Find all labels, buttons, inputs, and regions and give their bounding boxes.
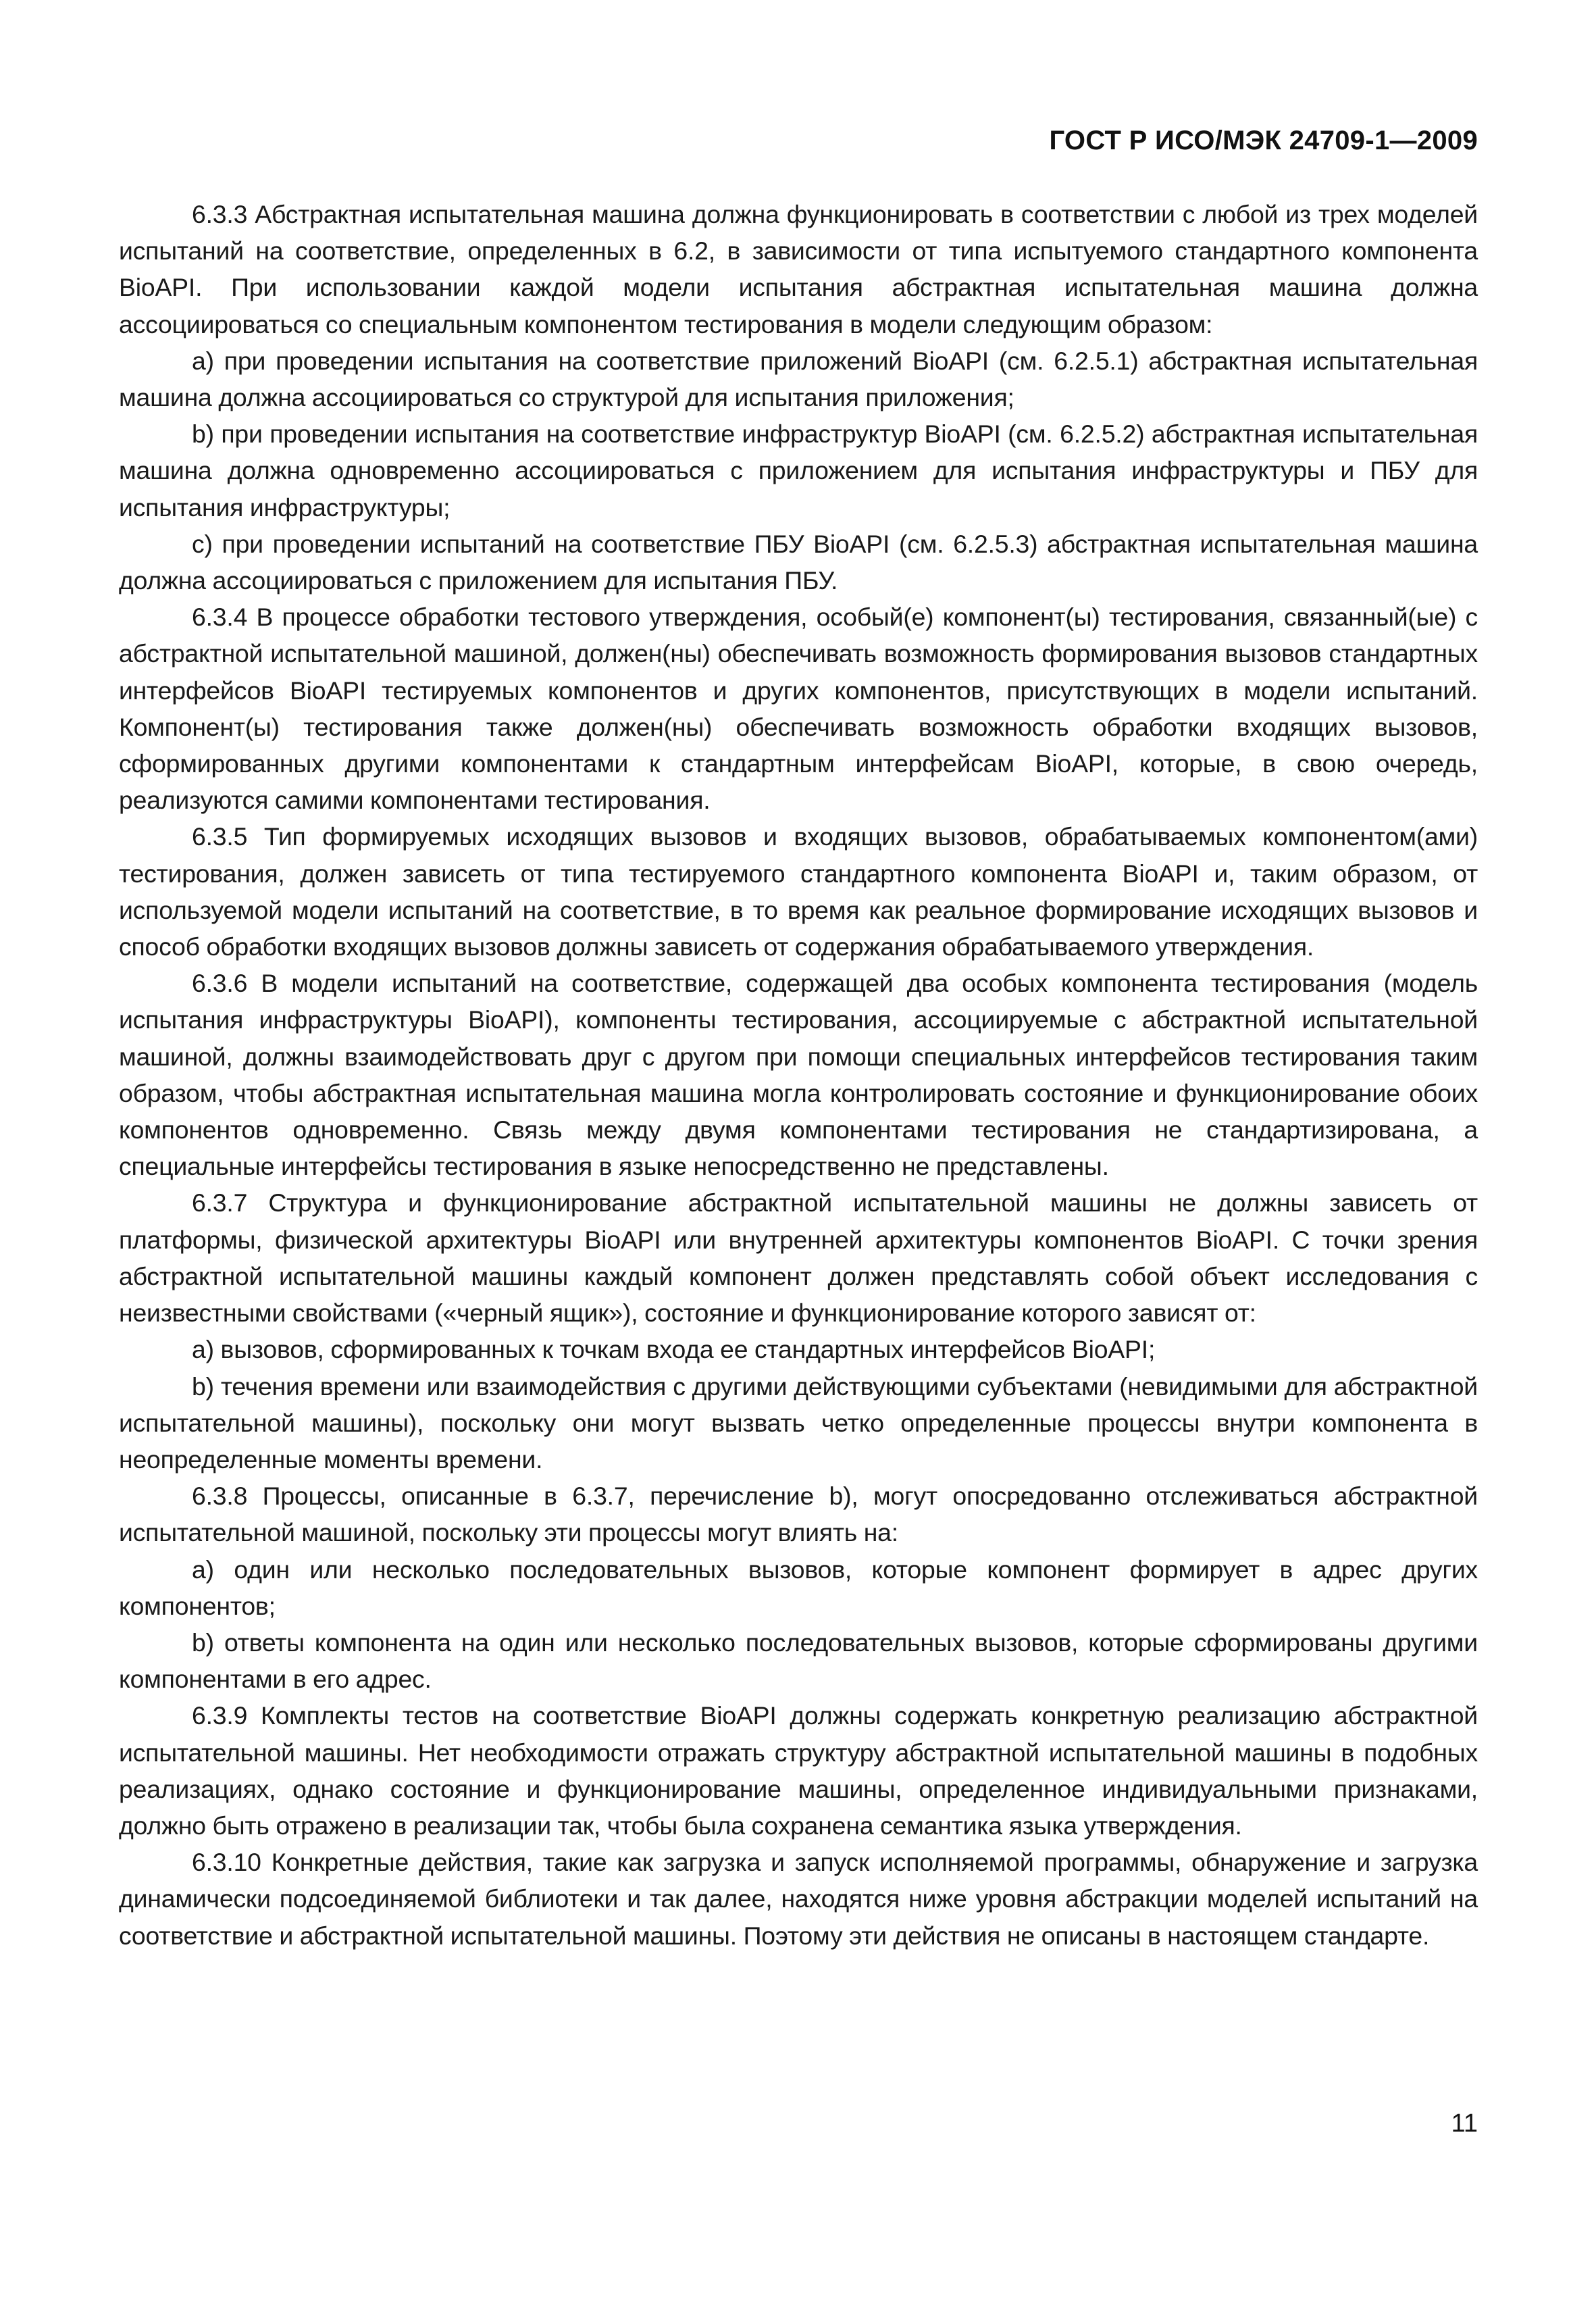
list-item-c-bsp: c) при проведении испытаний на соответствие ПБУ BioAPI (см. 6.2.5.3) абстрактная испытательная машина должна ассоциироваться с приложением для испытания ПБУ. [119,529,1478,595]
paragraph-6-3-8: 6.3.8 Процессы, описанные в 6.3.7, перечисление b), могут опосредованно отслеживаться абстрактной испытательной машиной, поскольку эти процессы могут влиять на: [119,1482,1478,1547]
paragraph-6-3-9: 6.3.9 Комплекты тестов на соответствие BioAPI должны содержать конкретную реализацию абстрактной испытательной машины. Нет необходимости отражать структуру абстрактной испытательной машины в подобных реализациях, однако состояние и функционирование машины, определенное индивидуальными признаками, должно быть отражено в реализации так, чтобы была сохранена семантика языка утверждения. [119,1701,1478,1840]
paragraph-6-3-10: 6.3.10 Конкретные действия, такие как загрузка и запуск исполняемой программы, обнаружение и загрузка динамически подсоединяемой библиотеки и так далее, находятся ниже уровня абстракции моделей испытаний на соответствие и абстрактной испытательной машины. Поэтому эти действия не описаны в настоящем стандарте. [119,1848,1478,1950]
list-item-a-sequential-calls: a) один или несколько последовательных вызовов, которые компонент формирует в адрес других компонентов; [119,1555,1478,1620]
list-item-b-infrastructure: b) при проведении испытания на соответствие инфраструктур BioAPI (см. 6.2.5.2) абстрактная испытательная машина должна одновременно ассоциироваться с приложением для испытания инфраструктуры и ПБУ для испытания инфраструктуры; [119,420,1478,522]
paragraph-6-3-5: 6.3.5 Тип формируемых исходящих вызовов и входящих вызовов, обрабатываемых компонентом(ами) тестирования, должен зависеть от типа тестируемого стандартного компонента BioAPI и, таким образом, от используемой модели испытаний на соответствие, в то время как реальное формирование исходящих вызовов и способ обработки входящих вызовов должны зависеть от содержания обрабатываемого утверждения. [119,822,1478,961]
document-body [119,196,1478,1954]
list-item-b-responses: b) ответы компонента на один или несколько последовательных вызовов, которые сформированы другими компонентами в его адрес. [119,1628,1478,1694]
page-number: 11 [1451,2109,1478,2138]
list-item-b-time: b) течения времени или взаимодействия с другими действующими субъектами (невидимыми для абстрактной испытательной машины), поскольку они могут вызвать четко определенные процессы внутри компонента в неопределенные моменты времени. [119,1372,1478,1474]
list-item-a-application: a) при проведении испытания на соответствие приложений BioAPI (см. 6.2.5.1) абстрактная испытательная машина должна ассоциироваться со структурой для испытания приложения; [119,346,1478,412]
standard-header: ГОСТ Р ИСО/МЭК 24709-1—2009 [1049,126,1478,155]
list-item-a-calls: a) вызовов, сформированных к точкам входа ее стандартных интерфейсов BioAPI; [192,1335,1156,1364]
paragraph-6-3-4: 6.3.4 В процессе обработки тестового утверждения, особый(е) компонент(ы) тестирования, связанный(ые) с абстрактной испытательной машиной, должен(ны) обеспечивать возможность формирования вызовов стандартных интерфейсов BioAPI тестируемых компонентов и других компонентов, присутствующих в модели испытаний. Компонент(ы) тестирования также должен(ны) обеспечивать возможность обработки входящих вызовов, сформированных другими компонентами к стандартным интерфейсам BioAPI, которые, в свою очередь, реализуются самими компонентами тестирования. [119,603,1478,815]
paragraph-6-3-3: 6.3.3 Абстрактная испытательная машина должна функционировать в соответствии с любой из трех моделей испытаний на соответствие, определенных в 6.2, в зависимости от типа испытуемого стандартного компонента BioAPI. При использовании каждой модели испытания абстрактная испытательная машина должна ассоциироваться со специальным компонентом тестирования в модели следующим образом: [119,200,1478,338]
paragraph-6-3-7: 6.3.7 Структура и функционирование абстрактной испытательной машины не должны зависеть от платформы, физической архитектуры BioAPI или внутренней архитектуры компонентов BioAPI. С точки зрения абстрактной испытательной машины каждый компонент должен представлять собой объект исследования с неизвестными свойствами («черный ящик»), состояние и функционирование которого зависят от: [119,1188,1478,1328]
paragraph-6-3-6: 6.3.6 В модели испытаний на соответствие, содержащей два особых компонента тестирования (модель испытания инфраструктуры BioAPI), компоненты тестирования, ассоциируемые с абстрактной испытательной машиной, должны взаимодействовать друг с другом при помощи специальных интерфейсов тестирования таким образом, чтобы абстрактная испытательная машина могла контролировать состояние и функционирование обоих компонентов одновременно. Связь между двумя компонентами тестирования не стандартизирована, а специальные интерфейсы тестирования в языке непосредственно не представлены. [119,969,1478,1181]
